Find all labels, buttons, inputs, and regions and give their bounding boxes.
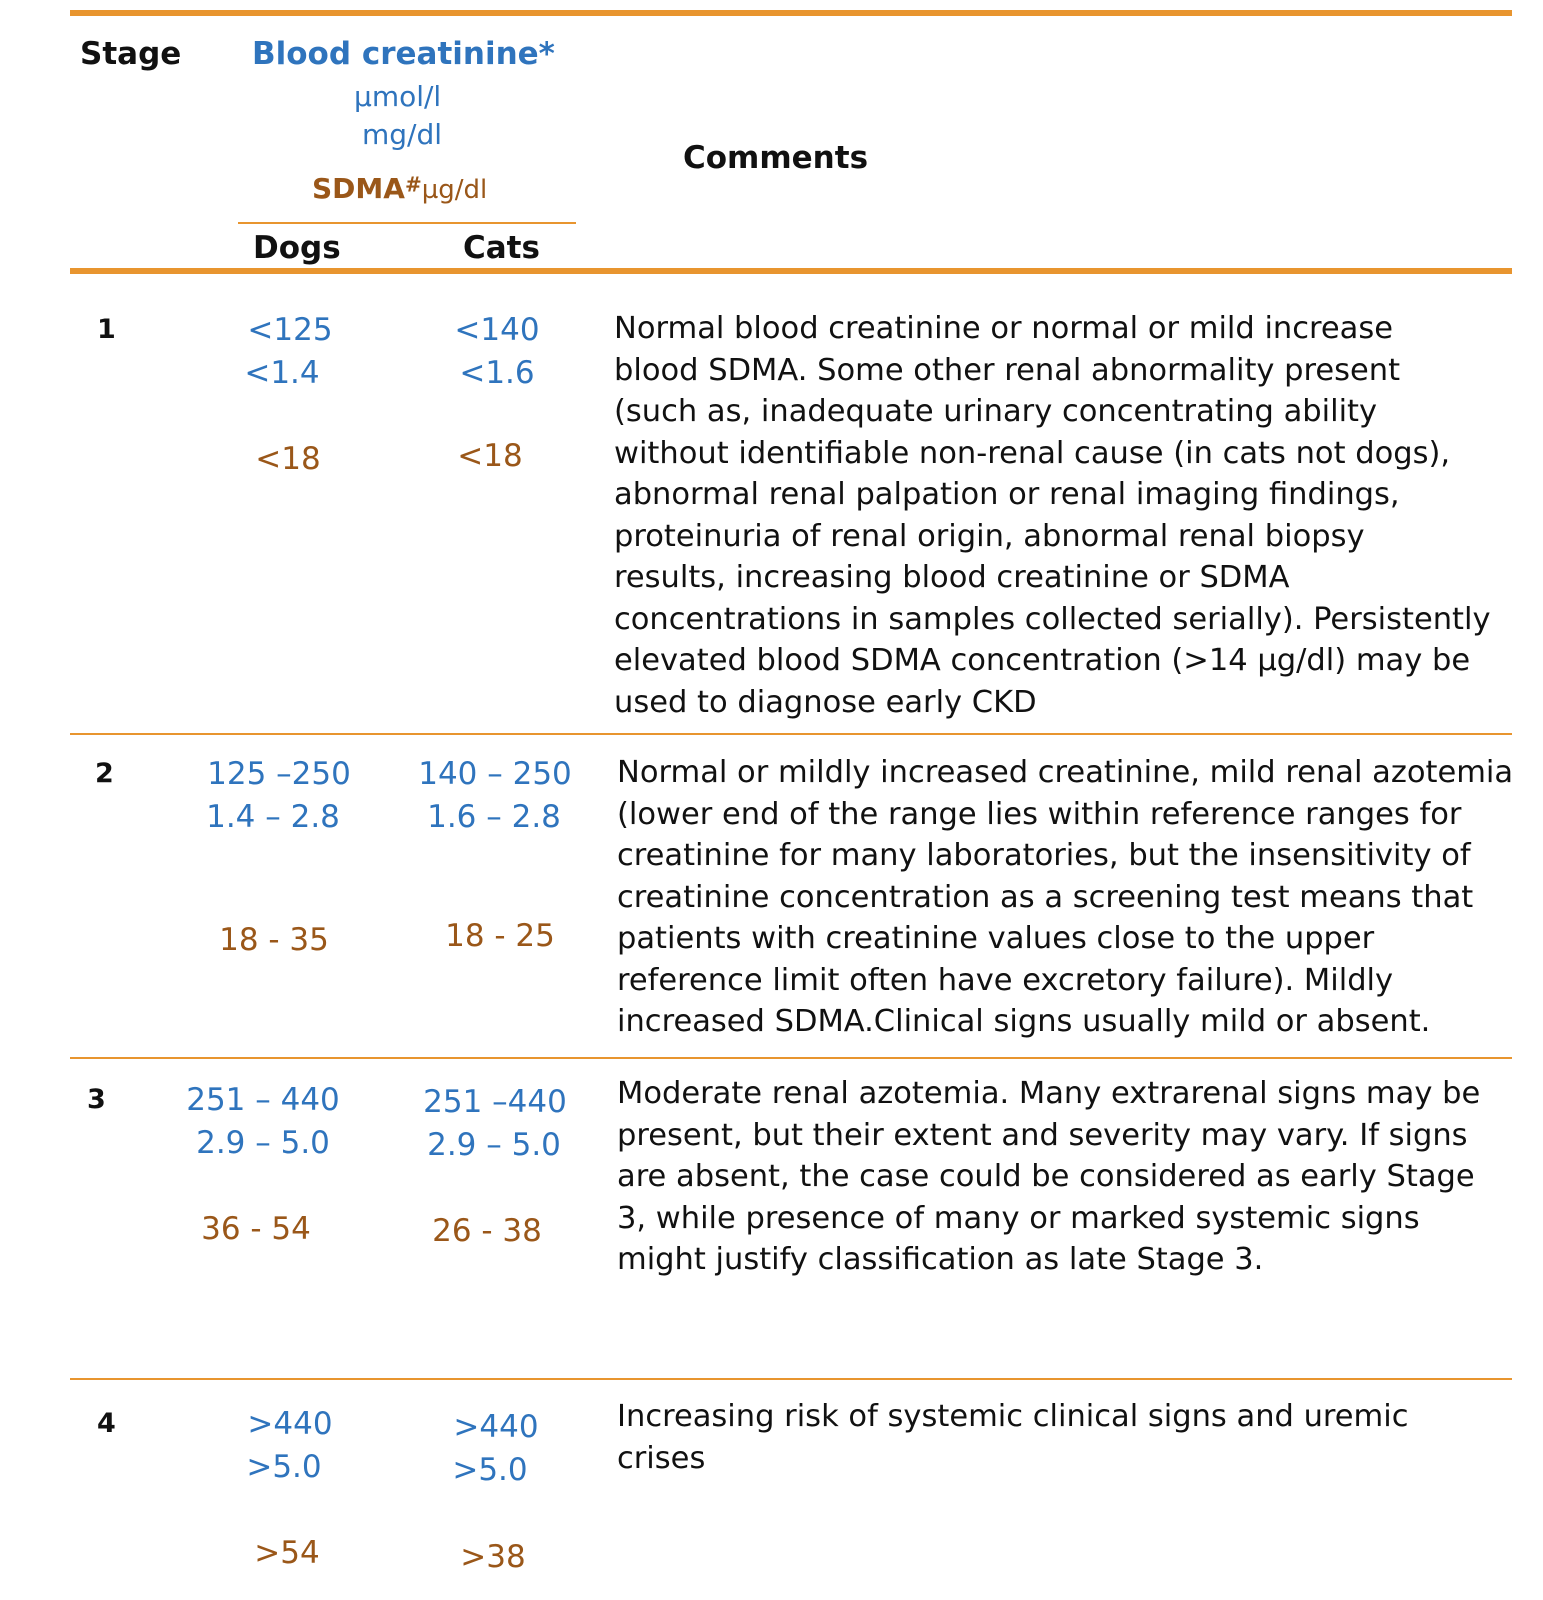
cats-creatinine-umol: >440 bbox=[453, 1409, 539, 1445]
cats-header: Cats bbox=[463, 230, 540, 266]
dogs-creatinine-umol: >440 bbox=[247, 1406, 333, 1442]
comment-text bbox=[617, 1073, 1480, 1281]
comment-line: Increasing risk of systemic clinical signs and uremic bbox=[617, 1399, 1409, 1434]
cats-creatinine-mg: 2.9 – 5.0 bbox=[427, 1127, 561, 1163]
comment-line: increased SDMA.Clinical signs usually mild or absent. bbox=[617, 1004, 1431, 1039]
dogs-sdma: >54 bbox=[254, 1535, 320, 1571]
cats-creatinine-mg: <1.6 bbox=[459, 355, 535, 391]
stage-number: 4 bbox=[97, 1408, 116, 1439]
cats-creatinine-umol: 251 –440 bbox=[423, 1084, 567, 1120]
top-rule bbox=[70, 10, 1512, 16]
cats-sdma: <18 bbox=[457, 438, 523, 474]
comment-line: creatinine concentration as a screening test means that bbox=[617, 879, 1474, 915]
comment-line: concentrations in samples collected serially). Persistently bbox=[614, 601, 1491, 637]
unit-umol-label: µmol/l bbox=[354, 80, 442, 113]
dogs-header: Dogs bbox=[253, 230, 341, 266]
comment-text bbox=[614, 308, 1491, 723]
comment-text bbox=[617, 1396, 1409, 1479]
comment-line: reference limit often have excretory failure). Mildly bbox=[617, 962, 1394, 998]
comment-line: creatinine for many laboratories, but the insensitivity of bbox=[617, 838, 1471, 873]
comment-line: Normal blood creatinine or normal or mild increase bbox=[614, 311, 1394, 346]
row-divider-2 bbox=[70, 1057, 1512, 1059]
dogs-sdma: <18 bbox=[255, 441, 321, 477]
dogs-sdma: 18 - 35 bbox=[219, 922, 329, 958]
row-divider-1 bbox=[70, 733, 1512, 735]
comment-line: are absent, the case could be considered as early Stage bbox=[617, 1159, 1475, 1194]
cats-sdma: 26 - 38 bbox=[432, 1213, 542, 1249]
cats-creatinine-umol: <140 bbox=[454, 312, 540, 348]
dogs-creatinine-mg: <1.4 bbox=[244, 355, 320, 391]
dogs-creatinine-umol: 251 – 440 bbox=[186, 1082, 340, 1118]
comment-line: Normal or mildly increased creatinine, mild renal azotemia bbox=[617, 755, 1514, 790]
comment-line: might justify classification as late Stage 3. bbox=[617, 1242, 1264, 1277]
comment-line: Moderate renal azotemia. Many extrarenal signs may be bbox=[617, 1076, 1481, 1111]
cats-creatinine-umol: 140 – 250 bbox=[418, 756, 572, 792]
sdma-unit-label: µg/dl bbox=[421, 175, 488, 205]
sdma-header bbox=[312, 172, 487, 205]
comment-line: used to diagnose early CKD bbox=[614, 684, 1037, 720]
dogs-creatinine-umol: 125 –250 bbox=[207, 756, 351, 792]
unit-mg-label: mg/dl bbox=[362, 118, 443, 151]
dogs-creatinine-mg: >5.0 bbox=[246, 1449, 322, 1485]
cats-creatinine-mg: >5.0 bbox=[452, 1452, 528, 1488]
comment-line: patients with creatinine values close to the upper bbox=[617, 921, 1375, 956]
comment-line: (such as, inadequate urinary concentrating ability bbox=[614, 394, 1378, 429]
comment-line: proteinuria of renal origin, abnormal renal biopsy bbox=[614, 518, 1365, 554]
comment-line: blood SDMA. Some other renal abnormality present bbox=[614, 352, 1401, 388]
stage-number: 1 bbox=[97, 314, 116, 345]
cats-creatinine-mg: 1.6 – 2.8 bbox=[427, 799, 561, 835]
header-bottom-rule bbox=[70, 268, 1512, 274]
dogs-creatinine-mg: 1.4 – 2.8 bbox=[206, 799, 340, 835]
comments-header: Comments bbox=[683, 140, 869, 176]
comment-text bbox=[617, 752, 1513, 1043]
comment-line: (lower end of the range lies within reference ranges for bbox=[617, 796, 1462, 832]
stage-number: 2 bbox=[95, 758, 114, 789]
row-divider-3 bbox=[70, 1378, 1512, 1380]
species-header-rule bbox=[238, 222, 576, 224]
dogs-sdma: 36 - 54 bbox=[201, 1211, 311, 1247]
comment-line: crises bbox=[617, 1440, 706, 1476]
comment-line: abnormal renal palpation or renal imaging findings, bbox=[614, 477, 1400, 512]
stage-header: Stage bbox=[80, 36, 182, 72]
cats-sdma: 18 - 25 bbox=[445, 918, 555, 954]
comment-line: elevated blood SDMA concentration (>14 µg/dl) may be bbox=[614, 643, 1471, 678]
comment-line: without identifiable non-renal cause (in cats not dogs), bbox=[614, 435, 1451, 471]
comment-line: present, but their extent and severity may vary. If signs bbox=[617, 1117, 1468, 1153]
stage-number: 3 bbox=[87, 1084, 106, 1115]
comment-line: 3, while presence of many or marked systemic signs bbox=[617, 1200, 1420, 1236]
creatinine-header: Blood creatinine* bbox=[252, 36, 555, 72]
sdma-label: SDMA bbox=[312, 172, 405, 205]
comment-line: results, increasing blood creatinine or SDMA bbox=[614, 560, 1290, 595]
dogs-creatinine-mg: 2.9 – 5.0 bbox=[196, 1125, 330, 1161]
sdma-footnote-mark: # bbox=[404, 172, 422, 197]
dogs-creatinine-umol: <125 bbox=[247, 312, 333, 348]
cats-sdma: >38 bbox=[460, 1539, 526, 1575]
